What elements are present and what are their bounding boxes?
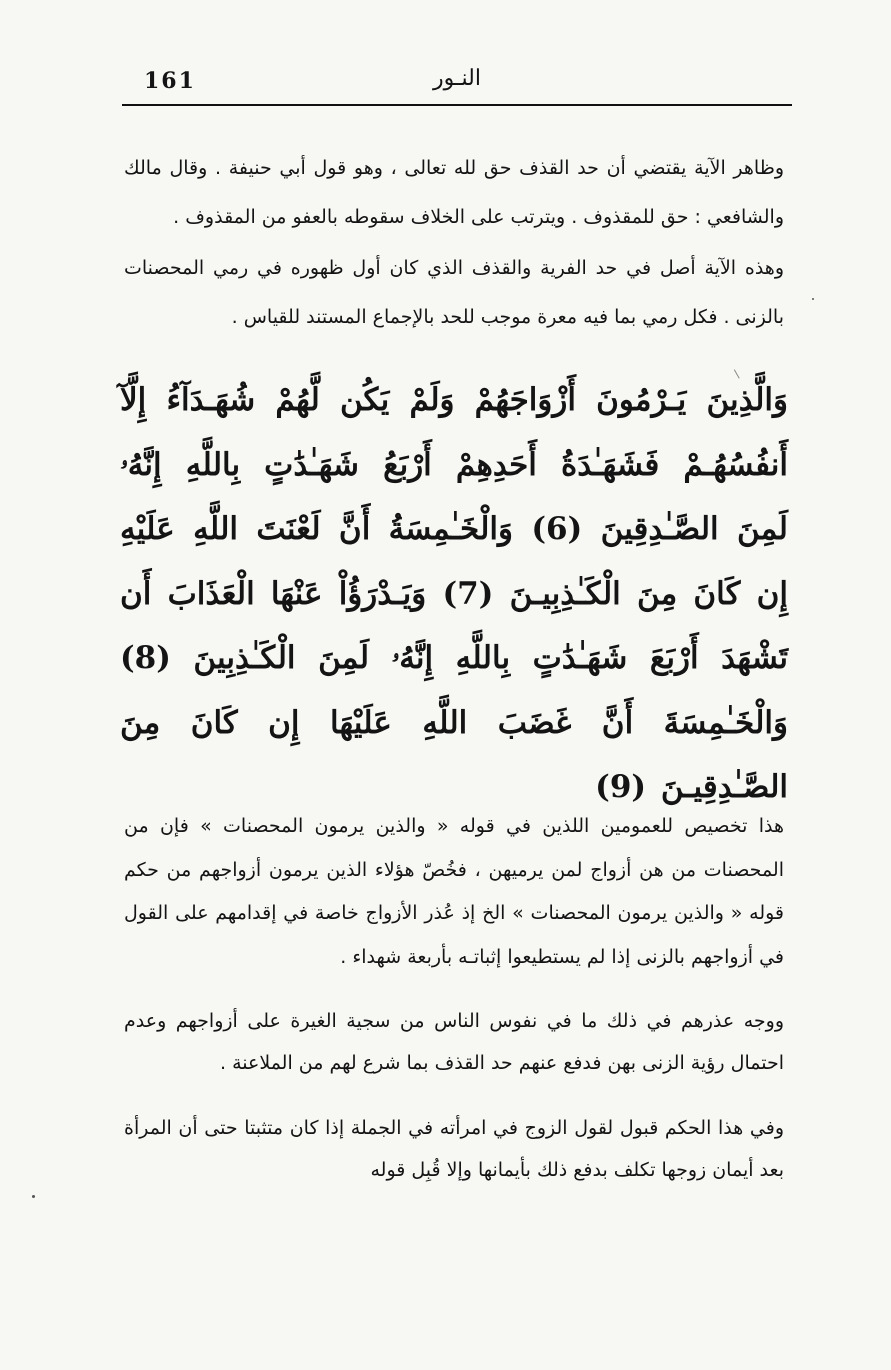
commentary-paragraph-1: وظاهر الآية يقتضي أن حد القذف حق لله تعالى ، وهو قول أبي حنيفة . وقال مالك والشافعي : حق للمقذوف . ويترتب على الخلاف سقوطه بالعفو من المقذوف .	[124, 157, 784, 228]
scan-speck	[812, 298, 814, 300]
commentary-paragraph-3: هذا تخصيص للعمومين اللذين في قوله « والذين يرمون المحصنات » فإن من المحصنات من هن أزواج لمن يرميهن ، فخُصّ هؤلاء الذين يرمون أزواجهم من حكم قوله « والذين يرمون المحصنات » الخ إذ عُذر الأزواج خاصة في إقدامهم على القول في أزواجهم بالزنى إذا لم يستطيعوا إثباتـه بأربعة شهداء .	[124, 815, 784, 968]
page-number: 161	[144, 68, 196, 94]
commentary-paragraph-4: ووجه عذرهم في ذلك ما في نفوس الناس من سجية الغيرة على أزواجهم وعدم احتمال رؤية الزنى بهن فدفع عنهم حد القذف بما شرع لهم من الملاعنة .	[124, 1010, 784, 1074]
commentary-paragraph-5: وفي هذا الحكم قبول لقول الزوج في امرأته في الجملة إذا كان متثبتا حتى أن المرأة بعد أيمان زوجها تكلف بدفع ذلك بأيمانها وإلا قُبِل قوله	[124, 1117, 784, 1181]
page-header	[122, 62, 792, 106]
commentary-paragraph-2: وهذه الآية أصل في حد الفرية والقذف الذي كان أول ظهوره في رمي المحصنات بالزنى . فكل رمي بما فيه معرة موجب للحد بالإجماع المستند للقياس .	[124, 257, 784, 328]
quran-verses-block: وَالَّذِينَ يَـرْمُونَ أَزْوَاجَهُمْ وَلَمْ يَكُن لَّهُمْ شُهَـدَآءُ إِلَّآ أَنفُسُهُـمْ فَشَهَـٰدَةُ أَحَدِهِمْ أَرْبَعُ شَهَـٰدَٰتٍ بِاللَّهِ إِنَّهُۥ لَمِنَ الصَّـٰدِقِينَ (6) وَالْخَـٰمِسَةُ أَنَّ لَعْنَتَ اللَّهِ عَلَيْهِ إِن كَانَ مِنَ الْكَـٰذِبِيـنَ (7) وَيَـدْرَؤُاْ عَنْهَا الْعَذَابَ أَن تَشْهَدَ أَرْبَعَ شَهَـٰدَٰتٍ بِاللَّهِ إِنَّهُۥ لَمِنَ الْكَـٰذِبِينَ (8) وَالْخَـٰمِسَةَ أَنَّ غَضَبَ اللَّهِ عَلَيْهَا إِن كَانَ مِنَ الصَّـٰدِقِيـنَ (9)	[120, 382, 788, 805]
scan-speck	[32, 1195, 35, 1198]
running-title: النـور	[433, 66, 481, 91]
